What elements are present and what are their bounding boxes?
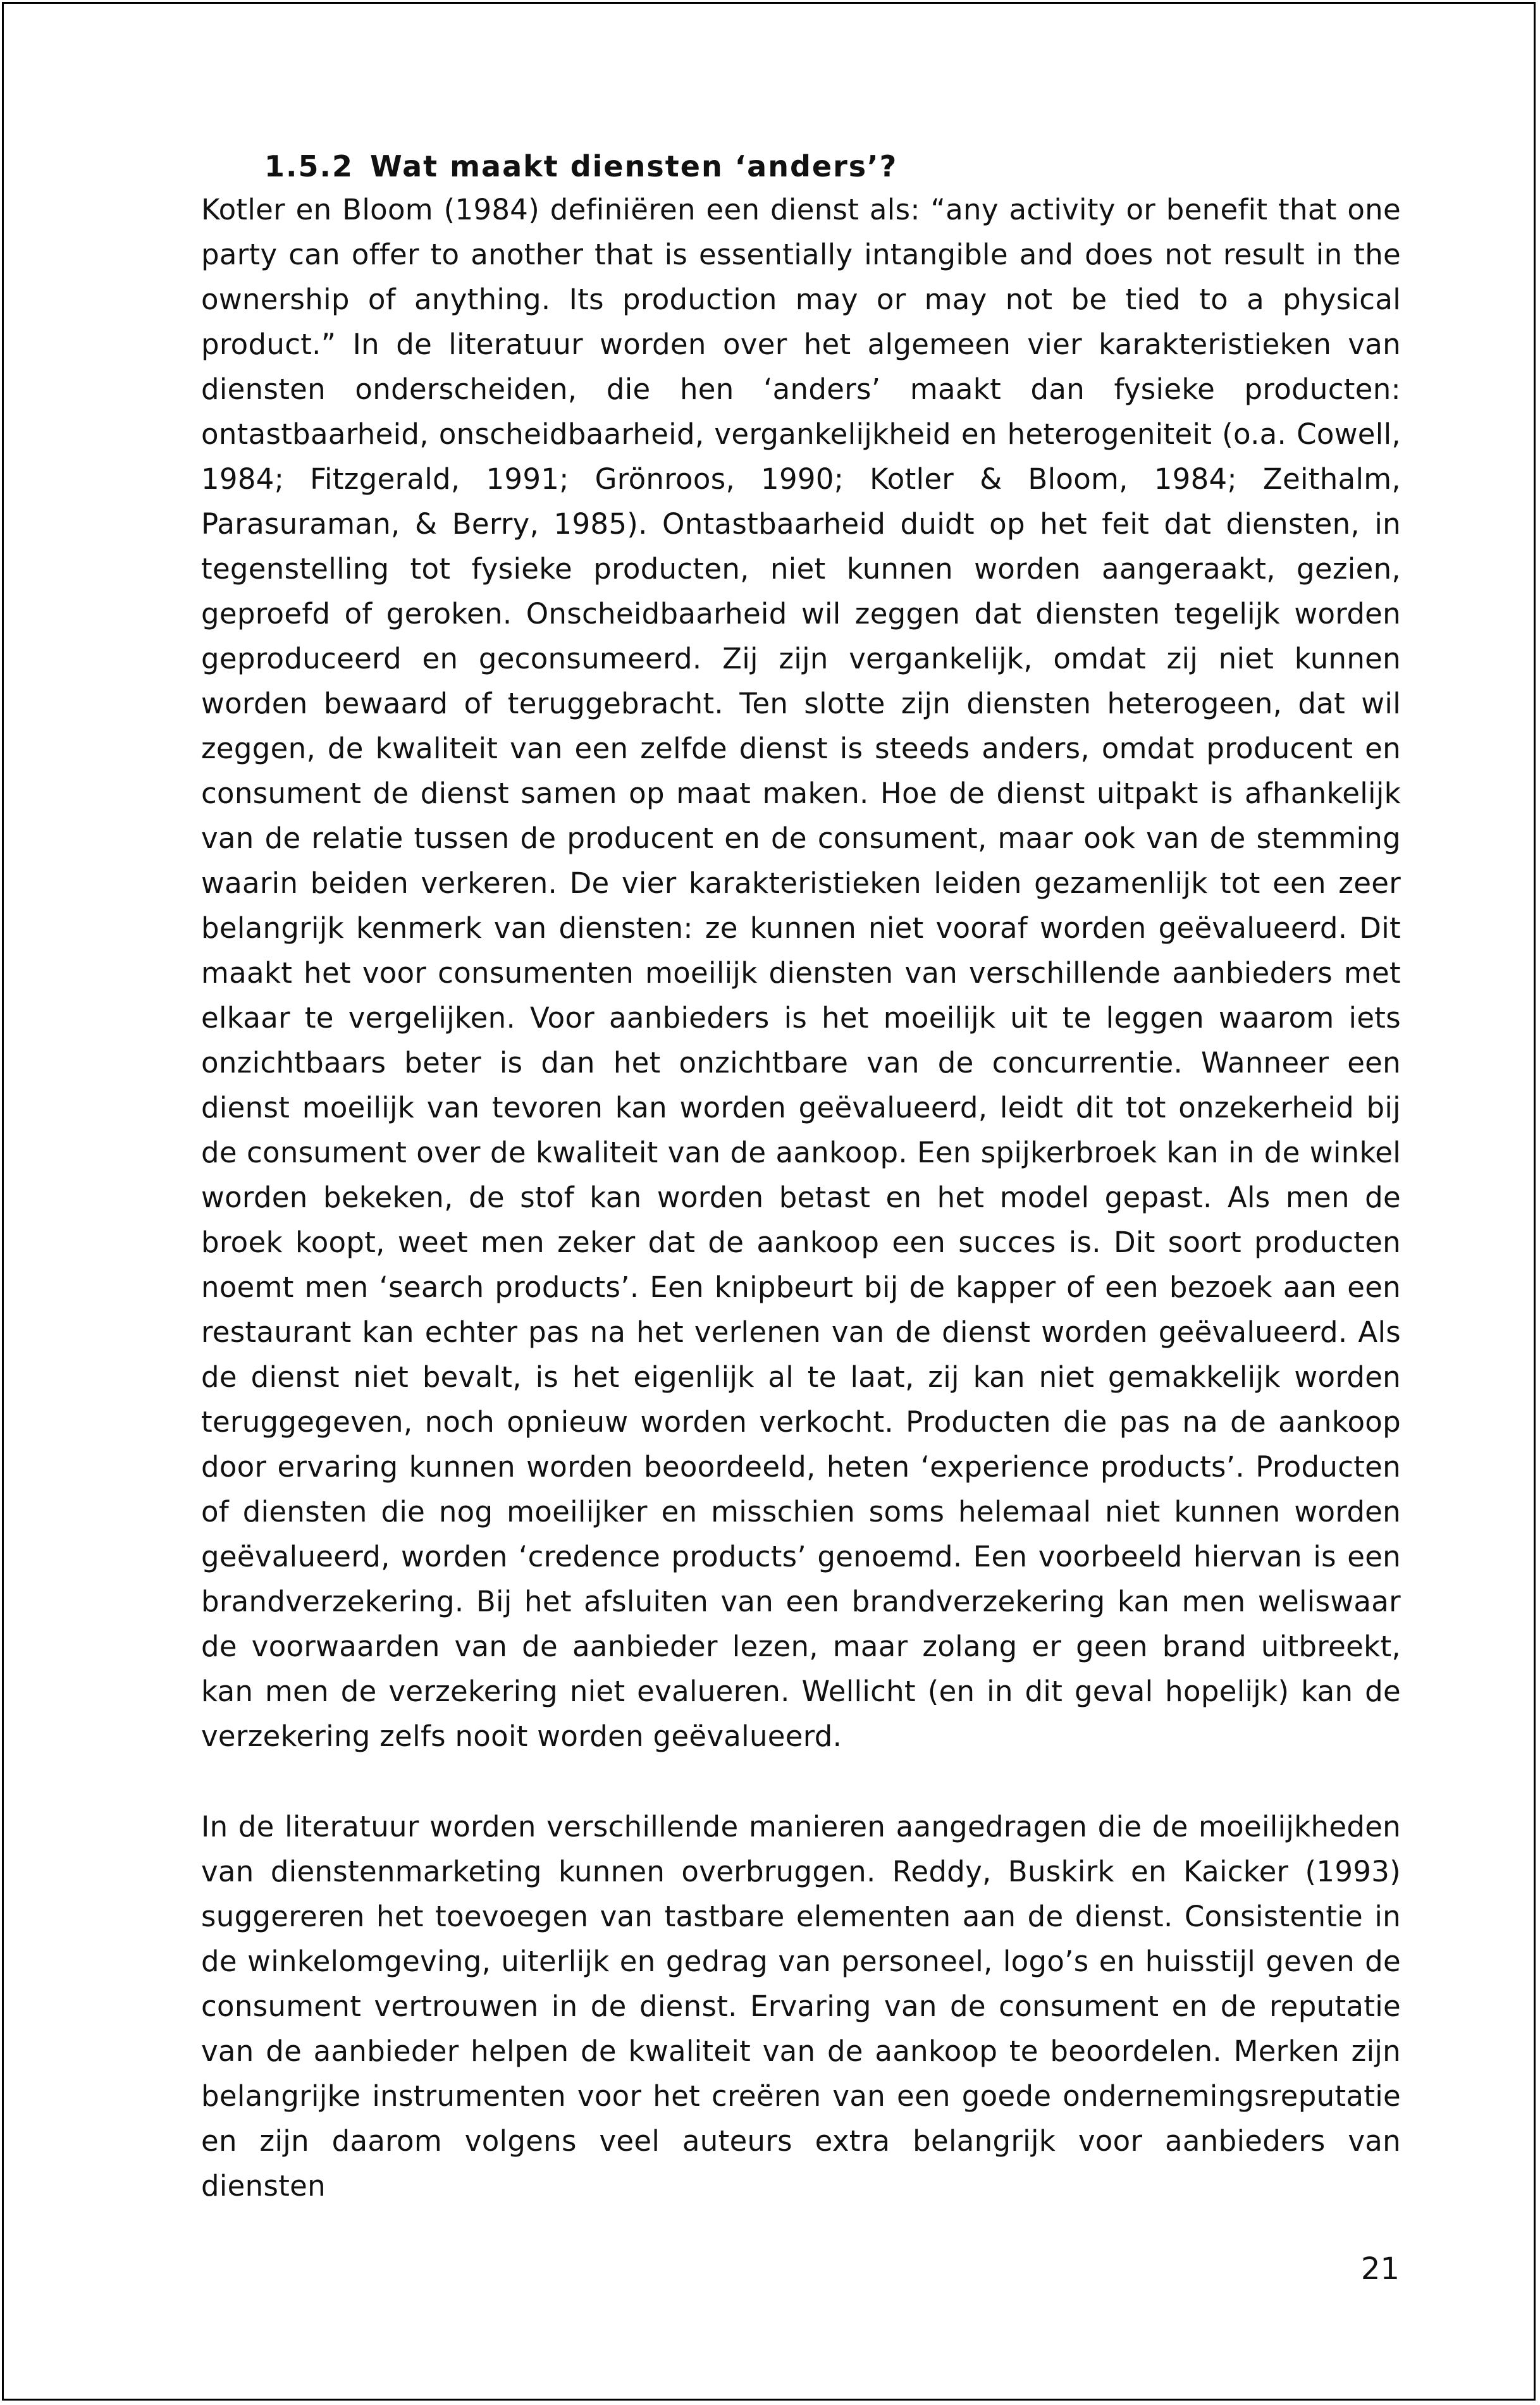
page-content	[201, 145, 1401, 2208]
body-paragraph-1: Kotler en Bloom (1984) definiëren een dienst als: “any activity or benefit that one party can offer to another that is essentially intangible and does not result in the ownership of anything. Its production may or may not be tied to a physical product.” In de literatuur worden over het algemeen vier karakteristieken van diensten onderscheiden, die hen ‘anders’ maakt dan fysieke producten: ontastbaarheid, onscheidbaarheid, vergankelijkheid en heterogeniteit (o.a. Cowell, 1984; Fitzgerald, 1991; Grönroos, 1990; Kotler & Bloom, 1984; Zeithalm, Parasuraman, & Berry, 1985). Ontastbaarheid duidt op het feit dat diensten, in tegenstelling tot fysieke producten, niet kunnen worden aangeraakt, gezien, geproefd of geroken. Onscheidbaarheid wil zeggen dat diensten tegelijk worden geproduceerd en geconsumeerd. Zij zijn vergankelijk, omdat zij niet kunnen worden bewaard of teruggebracht. Ten slotte zijn diensten heterogeen, dat wil zeggen, de kwaliteit van een zelfde dienst is steeds anders, omdat producent en consument de dienst samen op maat maken. Hoe de dienst uitpakt is afhankelijk van de relatie tussen de producent en de consument, maar ook van de stemming waarin beiden verkeren. De vier karakteristieken leiden gezamenlijk tot een zeer belangrijk kenmerk van diensten: ze kunnen niet vooraf worden geëvalueerd. Dit maakt het voor consumenten moeilijk diensten van verschillende aanbieders met elkaar te vergelijken. Voor aanbieders is het moeilijk uit te leggen waarom iets onzichtbaars beter is dan het onzichtbare van de concurrentie. Wanneer een dienst moeilijk van tevoren kan worden geëvalueerd, leidt dit tot onzekerheid bij de consument over de kwaliteit van de aankoop. Een spijkerbroek kan in de winkel worden bekeken, de stof kan worden betast en het model gepast. Als men de broek koopt, weet men zeker dat de aankoop een succes is. Dit soort producten noemt men ‘search products’. Een knipbeurt bij de kapper of een bezoek aan een restaurant kan echter pas na het verlenen van de dienst worden geëvalueerd. Als de dienst niet bevalt, is het eigenlijk al te laat, zij kan niet gemakkelijk worden teruggegeven, noch opnieuw worden verkocht. Producten die pas na de aankoop door ervaring kunnen worden beoordeeld, heten ‘experience products’. Producten of diensten die nog moeilijker en misschien soms helemaal niet kunnen worden geëvalueerd, worden ‘credence products’ genoemd. Een voorbeeld hiervan is een brandverzekering. Bij het afsluiten van een brandverzekering kan men weliswaar de voorwaarden van de aanbieder lezen, maar zolang er geen brand uitbreekt, kan men de verzekering niet evalueren. Wellicht (en in dit geval hopelijk) kan de verzekering zelfs nooit worden geëvalueerd.	[201, 193, 1401, 1753]
section-title: Wat maakt diensten ‘anders’?	[369, 149, 898, 183]
body-paragraph-2: In de literatuur worden verschillende manieren aangedragen die de moeilijkheden van dienstenmarketing kunnen overbruggen. Reddy, Buskirk en Kaicker (1993) suggereren het toevoegen van tastbare elementen aan de dienst. Consistentie in de winkelomgeving, uiterlijk en gedrag van personeel, logo’s en huisstijl geven de consument vertrouwen in de dienst. Ervaring van de consument en de reputatie van de aanbieder helpen de kwaliteit van de aankoop te beoordelen. Merken zijn belangrijke instrumenten voor het creëren van een goede ondernemingsreputatie en zijn daarom volgens veel auteurs extra belangrijk voor aanbieders van diensten	[201, 1810, 1401, 2203]
section-heading	[264, 145, 1401, 187]
page-number: 21	[1360, 2251, 1400, 2287]
section-number: 1.5.2	[264, 149, 354, 183]
